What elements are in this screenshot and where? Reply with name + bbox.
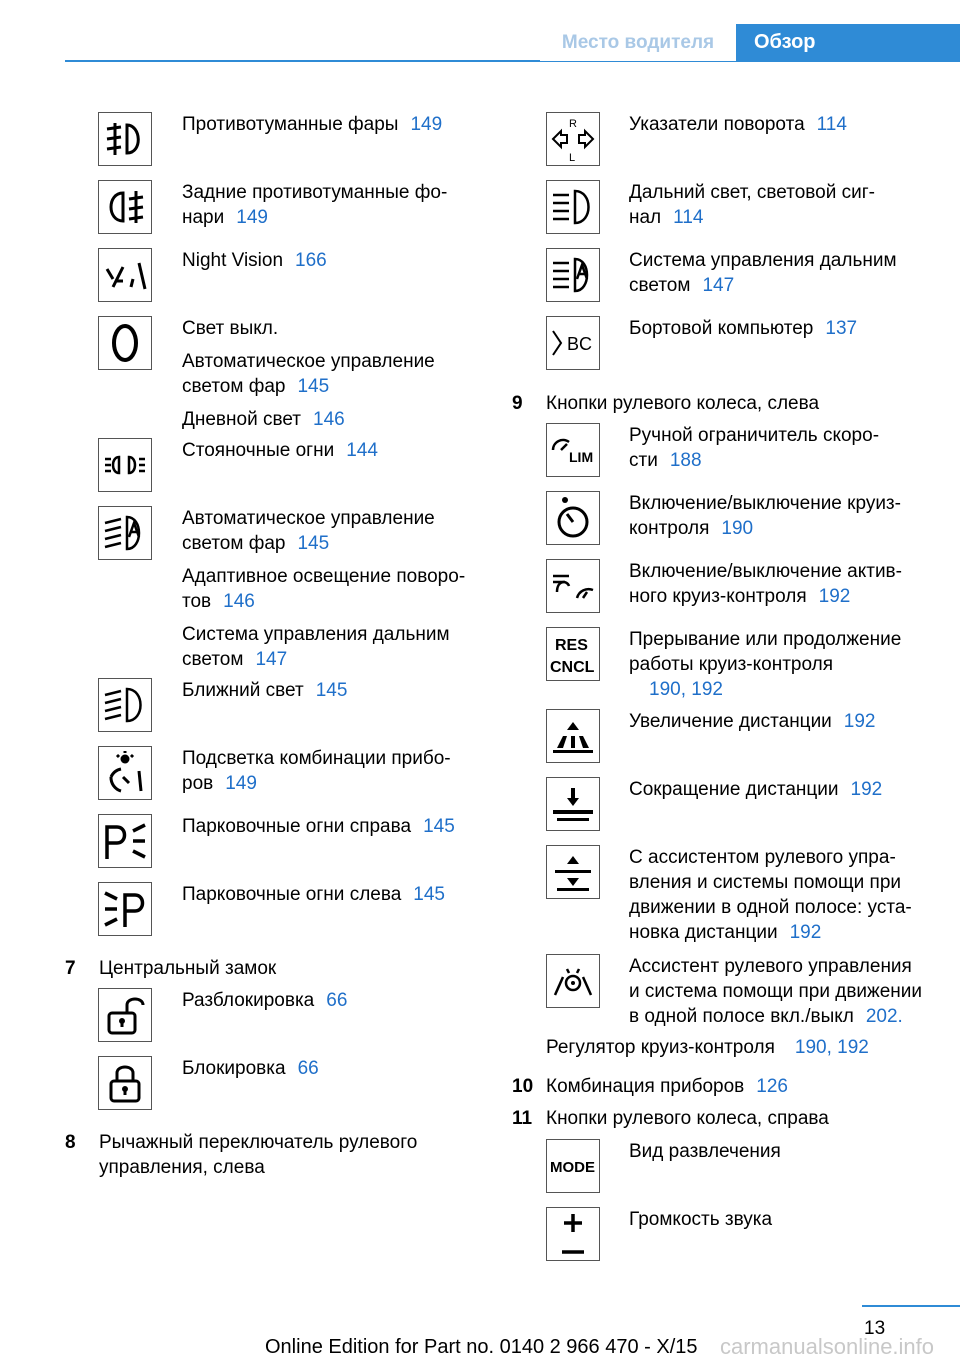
item-low-beam: Ближний свет 145 [182, 680, 348, 701]
svg-text:RES: RES [555, 637, 588, 654]
item-mode: Вид развлечения [629, 1141, 781, 1162]
item-parking-left: Парковочные огни слева 145 [182, 884, 445, 905]
item-high-beam: Дальний свет, световой сиг- нал 114 [629, 182, 875, 228]
item-distance-increase: Увеличение дистанции 192 [629, 711, 876, 732]
item-onboard-computer: Бортовой компьютер 137 [629, 318, 858, 339]
page-link[interactable]: 188 [669, 450, 702, 471]
page-link[interactable]: 190 [721, 518, 754, 539]
page-number: 13 [864, 1318, 886, 1339]
page-link[interactable]: 166 [295, 250, 327, 271]
parking-light-left-icon [98, 882, 152, 936]
unlock-icon [98, 988, 152, 1042]
page-link[interactable]: 146 [223, 591, 255, 612]
lane-assist-distance-icon [546, 845, 600, 899]
page-link[interactable]: 145 [423, 816, 455, 837]
item-volume: Громкость звука [629, 1209, 773, 1230]
watermark: carmanualsonline.info [720, 1334, 935, 1359]
page-link[interactable]: 137 [825, 318, 858, 339]
section-number: 9 [512, 393, 523, 414]
page-link[interactable]: 144 [346, 440, 378, 461]
night-vision-icon [98, 248, 152, 302]
header-tab: Обзор [736, 24, 960, 61]
page-link[interactable]: 202. [865, 1006, 903, 1027]
page-link[interactable]: 147 [255, 649, 288, 670]
page-link[interactable]: 190, 192 [649, 679, 723, 700]
page-link[interactable]: 192 [850, 779, 883, 800]
volume-icon [546, 1207, 600, 1261]
item-parking-lights: Стояночные огни 144 [182, 440, 378, 461]
item-active-cruise: Включение/выключение актив- ного круиз-контроля 192 [629, 561, 902, 607]
page-link[interactable]: 126 [756, 1076, 788, 1097]
auto-headlight-icon [98, 506, 152, 560]
mode-icon [546, 1139, 600, 1193]
item-res-cncl: Прерывание или продолжение работы круиз-контроля 190, 192 [629, 629, 902, 700]
item-steering-assist: Ассистент рулевого управления и система помощи при движении в одной полосе вкл./выкл 202. [629, 956, 923, 1027]
svg-text:MODE: MODE [550, 1159, 595, 1176]
page-link[interactable]: 66 [326, 990, 348, 1011]
item-auto-group: Автоматическое управление светом фар 145 Адаптивное освещение поворо- тов 146 Система управления дальним светом 147 [182, 508, 466, 670]
item-light-group: Свет выкл. Автоматическое управление светом фар 145 Дневной свет 146 [182, 318, 435, 430]
page-link[interactable]: 145 [315, 680, 348, 701]
page-link[interactable]: 192 [818, 586, 851, 607]
rear-fog-light-icon [98, 180, 152, 234]
section-title: Центральный замок [99, 958, 277, 979]
section-title: Рычажный переключатель рулевого управления, слева [99, 1132, 418, 1178]
item-unlock: Разблокировка 66 [182, 990, 348, 1011]
page-link[interactable]: 114 [816, 114, 847, 135]
turn-signal-icon [546, 112, 600, 166]
parking-light-right-icon [98, 814, 152, 868]
page-link[interactable]: 192 [843, 711, 876, 732]
instrument-lighting-icon [98, 746, 152, 800]
section-title: Комбинация приборов 126 [546, 1076, 788, 1097]
page-link[interactable]: 149 [410, 114, 443, 135]
svg-text:L: L [569, 152, 576, 164]
edition-footer: Online Edition for Part no. 0140 2 966 470 - X/15 [265, 1336, 698, 1358]
item-night-vision: Night Vision 166 [182, 250, 327, 271]
page-link[interactable]: 147 [702, 275, 735, 296]
distance-decrease-icon [546, 777, 600, 831]
svg-text:CNCL: CNCL [550, 659, 595, 676]
item-high-beam-assist: Система управления дальним светом 147 [629, 250, 897, 296]
section-number: 10 [512, 1076, 534, 1097]
header-section: Место водителя [540, 24, 736, 61]
item-rear-fog: Задние противотуманные фо- нари 149 [182, 182, 448, 228]
speed-limiter-icon [546, 423, 600, 477]
item-instrument-lighting: Подсветка комбинации прибо- ров 149 [182, 748, 451, 794]
page-link[interactable]: 145 [297, 376, 330, 397]
item-lock: Блокировка 66 [182, 1058, 319, 1079]
page-link[interactable]: 66 [297, 1058, 319, 1079]
section-title: Кнопки рулевого колеса, слева [546, 393, 820, 414]
cruise-control-icon [546, 491, 600, 545]
page-link[interactable]: 146 [313, 409, 345, 430]
front-fog-light-icon [98, 112, 152, 166]
cruise-regulator: Регулятор круиз-контроля 190, 192 [546, 1037, 869, 1058]
parking-lights-icon [98, 438, 152, 492]
svg-text:BC: BC [567, 334, 593, 354]
footer-rule [862, 1305, 960, 1307]
svg-text:LIM: LIM [569, 449, 594, 465]
item-front-fog [182, 112, 442, 137]
high-beam-icon [546, 180, 600, 234]
item-turn-signal: Указатели поворота 114 [629, 114, 847, 135]
lock-icon [98, 1056, 152, 1110]
low-beam-icon [98, 678, 152, 732]
page-link[interactable]: 190, 192 [794, 1037, 869, 1058]
item-lane-assist-distance: С ассистентом рулевого упра- вления и системы помощи при движении в одной полосе: уста- новка дистанции 192 [629, 847, 912, 943]
light-off-icon [98, 316, 152, 370]
high-beam-assist-icon [546, 248, 600, 302]
page-link[interactable]: 149 [225, 773, 257, 794]
item-label: Противотуманные фары [182, 114, 399, 135]
item-cruise-control: Включение/выключение круиз- контроля 190 [629, 493, 901, 539]
item-distance-decrease: Сокращение дистанции 192 [629, 779, 883, 800]
section-number: 11 [512, 1108, 533, 1129]
page-link[interactable]: 149 [236, 207, 268, 228]
page-link[interactable]: 145 [297, 533, 330, 554]
section-number: 7 [65, 958, 76, 979]
distance-increase-icon [546, 709, 600, 763]
page-link[interactable]: 114 [673, 207, 704, 228]
item-parking-right: Парковочные огни справа 145 [182, 816, 455, 837]
page-link[interactable]: 145 [413, 884, 445, 905]
steering-assist-icon [546, 954, 600, 1008]
item-speed-limiter: Ручной ограничитель скоро- сти 188 [629, 425, 880, 471]
svg-text:R: R [569, 118, 577, 130]
onboard-computer-icon [546, 316, 600, 370]
page-link[interactable]: 192 [789, 922, 822, 943]
active-cruise-icon [546, 559, 600, 613]
section-number: 8 [65, 1132, 76, 1153]
res-cncl-icon [546, 627, 600, 681]
section-title: Кнопки рулевого колеса, справа [546, 1108, 829, 1129]
